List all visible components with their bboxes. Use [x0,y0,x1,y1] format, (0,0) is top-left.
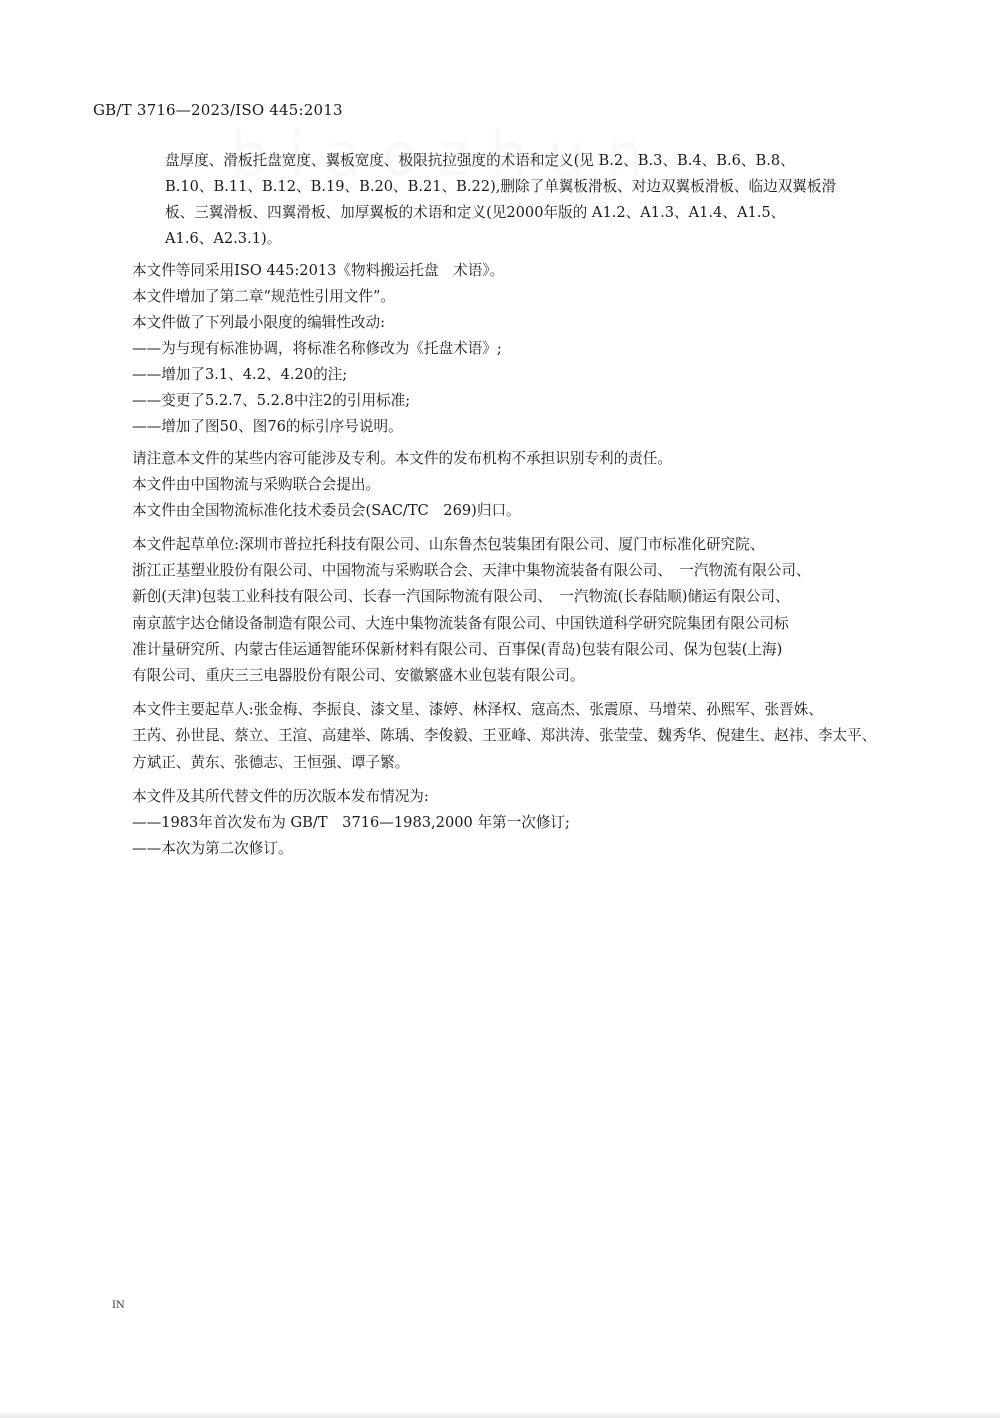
drafting-units-paragraph [132,532,877,689]
history-item: ——本次为第二次修订。 [132,839,293,857]
drafters-line: 本文件主要起草人:张金梅、李振良、漆文星、漆婷、林泽权、寇高杰、张震原、马增荣、孙熙军、张晋姝、 [132,701,823,719]
editorial-changes-list [132,336,892,440]
page-number-mark: IN [112,1300,125,1311]
continued-change-item [165,148,892,252]
history-item: ——1983年首次发布为 GB/T 3716—1983,2000 年第一次修订; [132,813,570,831]
drafters-line: 王芮、孙世昆、蔡立、王渲、高建举、陈瑀、李俊毅、王亚峰、郑洪涛、张莹莹、魏秀华、倪建生、赵祎、李太平、 [132,727,877,745]
drafting-units-line: 浙江正基塑业股份有限公司、中国物流与采购联合会、天津中集物流装备有限公司、 一汽物流有限公司、 [132,562,811,580]
standard-header-id: GB/T 3716—2023/ISO 445:2013 [93,101,343,119]
adoption-statement: 本文件等同采用ISO 445:2013《物料搬运托盘 术语》。 [132,262,505,279]
change-line: 盘厚度、滑板托盘宽度、翼板宽度、极限抗拉强度的术语和定义(见 B.2、B.3、B.4、B.6、B.8、 [165,152,795,169]
drafting-units-line: 新创(天津)包装工业科技有限公司、长春一汽国际物流有限公司、 一汽物流(长春陆顺)储运有限公司、 [132,588,790,606]
editorial-changes-intro: 本文件做了下列最小限度的编辑性改动: [132,314,386,331]
drafting-units-line: 本文件起草单位:深圳市普拉托科技有限公司、山东鲁杰包装集团有限公司、厦门市标准化研究院、 [132,536,765,553]
editorial-change-item: ——变更了5.2.7、5.2.8中注2的引用标准; [132,392,411,409]
drafters-paragraph [132,697,877,776]
drafters-line: 方斌正、黄东、张德志、王恒强、谭子繁。 [132,753,410,771]
patent-notice: 请注意本文件的某些内容可能涉及专利。本文件的发布机构不承担识别专利的责任。 [132,450,672,467]
editorial-change-item: ——为与现有标准协调，将标准名称修改为《托盘术语》; [132,340,502,357]
page-bottom-edge [0,1410,1000,1418]
added-chapter-statement: 本文件增加了第二章“规范性引用文件”。 [132,288,396,305]
change-line: 板、三翼滑板、四翼滑板、加厚翼板的术语和定义(见2000年版的 A1.2、A1.3、A1.4、A1.5、 [165,204,786,221]
history-list [132,810,892,862]
editorial-change-item: ——增加了3.1、4.2、4.20的注; [132,366,348,383]
foreword-content [132,148,892,862]
change-line: A1.6、A2.3.1)。 [165,230,282,247]
centralized-by-statement: 本文件由全国物流标准化技术委员会(SAC/TC 269)归口。 [132,502,521,519]
history-intro: 本文件及其所代替文件的历次版本发布情况为: [132,787,429,805]
proposed-by-statement: 本文件由中国物流与采购联合会提出。 [132,476,381,493]
change-line: B.10、B.11、B.12、B.19、B.20、B.21、B.22),删除了单翼板滑板、对边双翼板滑板、临边双翼板滑 [165,178,837,195]
editorial-change-item: ——增加了图50、图76的标引序号说明。 [132,418,403,435]
drafting-units-line: 准计量研究所、内蒙古佳运通智能环保新材料有限公司、百事保(青岛)包装有限公司、保为包装(上海) [132,640,783,658]
drafting-units-line: 有限公司、重庆三三电器股份有限公司、安徽繁盛木业包装有限公司。 [132,667,585,685]
drafting-units-line: 南京蓝宇达仓储设备制造有限公司、大连中集物流装备有限公司、中国铁道科学研究院集团有限公司标 [132,614,789,632]
